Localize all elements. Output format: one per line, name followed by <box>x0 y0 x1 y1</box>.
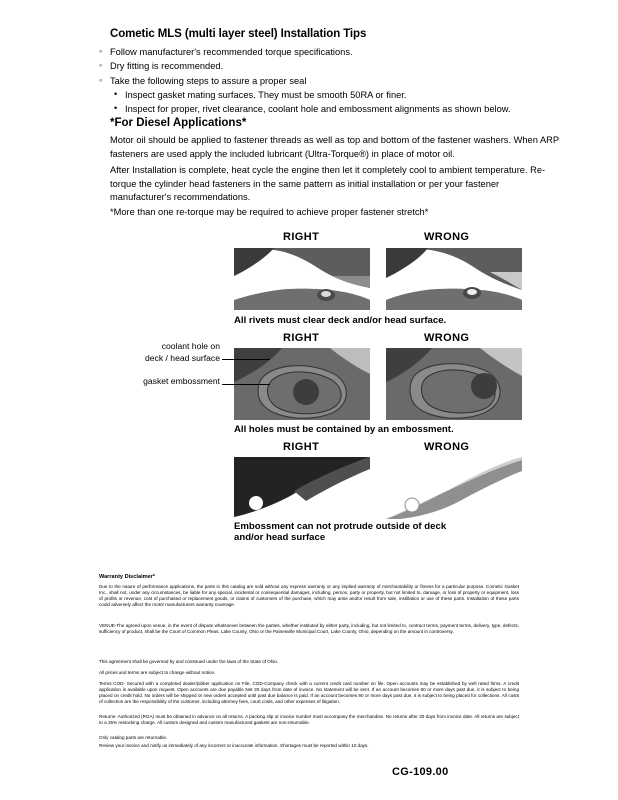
figure3-right-label: RIGHT <box>283 441 320 453</box>
diesel-paragraph-1: Motor oil should be applied to fastener threads as well as top and bottom of the fastener washers. When ARP fasteners are used apply the included lubricant (Ultra-Torque®) in place of motor oil. <box>110 135 559 159</box>
figure-rivet-right <box>234 248 370 310</box>
callout-gasket-embossment: gasket embossment <box>143 376 220 386</box>
warranty-paragraph-3: This agreement shall be governed by and construed under the laws of the State of Ohio. <box>99 659 279 664</box>
figure-embossment-wrong <box>386 457 522 519</box>
leader-line-embossment <box>222 384 270 385</box>
leader-line-coolant <box>222 359 270 360</box>
figure-coolant-wrong <box>386 348 522 420</box>
figure1-caption: All rivets must clear deck and/or head surface. <box>234 315 447 326</box>
diesel-paragraph-3: *More than one re-torque may be required to achieve proper fastener stretch* <box>110 207 429 217</box>
warranty-title: Warranty Disclaimer* <box>99 574 156 580</box>
list-item: • Inspect for proper, rivet clearance, coolant hole and embossment alignments as shown below. <box>99 102 559 116</box>
list-item: ◦ Dry fitting is recommended. <box>99 59 559 73</box>
page-title: Cometic MLS (multi layer steel) Installation Tips <box>110 28 367 40</box>
callout-coolant-hole <box>104 340 220 364</box>
diesel-section-heading: *For Diesel Applications* <box>110 117 247 129</box>
figure3-caption <box>234 521 446 543</box>
list-item: ◦ Follow manufacturer's recommended torque specifications. <box>99 45 559 59</box>
warranty-paragraph-7: Only catalog parts are returnable. <box>99 735 168 740</box>
warranty-paragraph-4: All prices and terms are subject to change without notice. <box>99 670 216 675</box>
figure-rivet-wrong <box>386 248 522 310</box>
figure-embossment-right <box>234 457 370 519</box>
figure3-caption-line1: Embossment can not protrude outside of deck <box>234 521 447 532</box>
list-item: • Inspect gasket mating surfaces. They must be smooth 50RA or finer. <box>99 88 559 102</box>
warranty-paragraph-1: Due to the nature of performance applications, the parts in this catalog are sold without any express warranty or any implied warranty of merchantability or fitness for a particular purpose. Cometic Gasket Inc., shall not, under any circumstances, be liable for any special, incidental or consequential damages, including, person, party or property, but not limited to, damage, or loss of property or equipment, loss of profits or revenue, cost of purchased or replacement goods, or claims of customers of the purchase, which may arise and/or result from sale, instillation or use of these parts. Installation of these parts could adversely affect the motor manufacturers warranty coverage. <box>99 584 519 608</box>
callout-coolant-line2: deck / head surface <box>144 353 220 363</box>
list-item: ◦ Take the following steps to assure a proper seal <box>99 74 559 88</box>
figure3-caption-line2: and/or head surface <box>234 532 326 543</box>
figure2-caption: All holes must be contained by an embossment. <box>234 424 454 435</box>
figure1-right-label: RIGHT <box>283 231 320 243</box>
diesel-paragraph-2: After Installation is complete, heat cycle the engine then let it completely cool to ambient temperature. Re-torque the cylinder head fasteners in the same pattern as initial installation or per your fastener manufacturer's recommendations. <box>110 165 546 203</box>
figure2-right-label: RIGHT <box>283 332 320 344</box>
warranty-paragraph-8: Review your invoice and notify us immediately of any incorrect or inaccurate information. Shortages must be reported within 10 days. <box>99 743 369 748</box>
figure3-wrong-label: WRONG <box>424 441 470 453</box>
figure2-wrong-label: WRONG <box>424 332 470 344</box>
document-number: CG-109.00 <box>392 766 449 778</box>
figure1-wrong-label: WRONG <box>424 231 470 243</box>
warranty-paragraph-5: Terms COD- Secured with a completed dealer/jobber application on File, COD-Company check with a current credit card number on file. Open accounts may be established by well rated firms. A credit application is available upon request. Open accounts are due payable Net 30 days from date of invoice. No statement will be sent. If an account becomes 60 or more days past due, it is subject to being placed on credit hold. No orders will be shipped or new orders accepted until past due balance is paid. If an account becomes 90 or more days past due, it is subject to being placed for collections. All costs of collection are the responsibility of the customer, including attorney fees, court costs, and other expenses of litigation. <box>99 681 519 705</box>
callout-coolant-line1: coolant hole on <box>161 341 220 351</box>
warranty-paragraph-2: VENUE-The agreed upon venue, in the event of dispute whatsoever between the parties, whether instituted by either party, including, but not limited to, contract terms, payment terms, delivery, type, defects, sufficiency of product, shall be the Court of Common Pleas, Lake County, Ohio or the Painesville Municipal Court, Lake County, Ohio, depending on the amount in controversy. <box>99 623 519 635</box>
warranty-paragraph-6: Returns- Authorized (RGA) must be obtained in advance on all returns. A packing slip or invoice number must accompany the merchandise. No returns after 30 days from invoice date. All returns are subject to a 25% restocking charge. All custom designed and custom manufactured gaskets are non-returnable. <box>99 714 519 726</box>
installation-tips-list <box>99 45 559 116</box>
